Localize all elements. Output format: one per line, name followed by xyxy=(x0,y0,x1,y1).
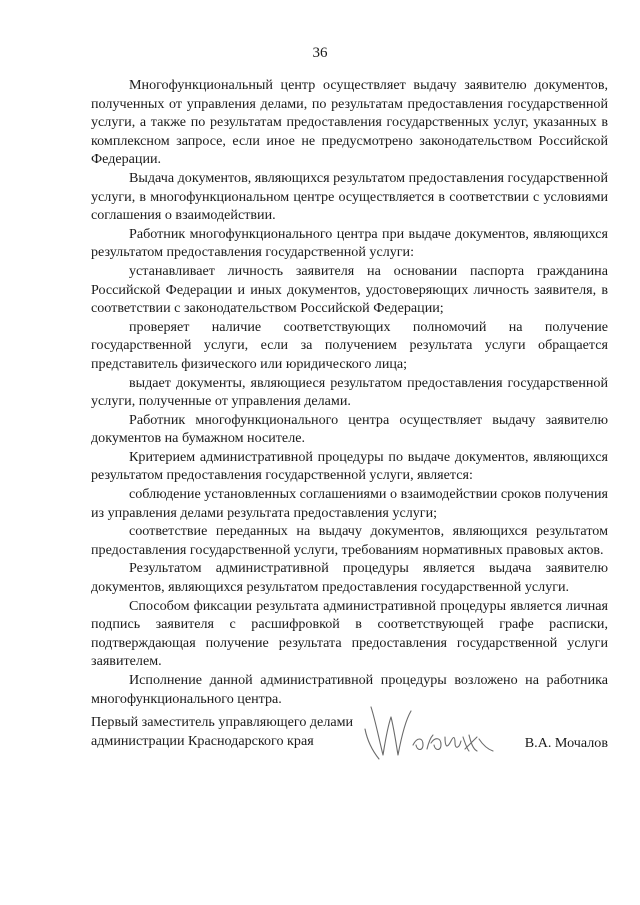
signer-title-line: Первый заместитель управляющего делами xyxy=(91,714,354,730)
signer-title xyxy=(91,713,353,750)
body-text xyxy=(91,76,608,708)
paragraph: Многофункциональный центр осуществляет выдачу заявителю документов, полученных от управления делами, по результатам предоставления государственной услуги, а также по результатам предоставления государственных услуг, указанных в комплексном запросе, если иное не предусмотрено законодательством Российской Федерации. xyxy=(91,77,608,168)
signer-title-line: администрации Краснодарского края xyxy=(91,732,314,749)
paragraph: Работник многофункционального центра осуществляет выдачу заявителю документов на бумажном носителе. xyxy=(91,411,608,447)
paragraph: соответствие переданных на выдачу документов, являющихся результатом предоставления государственной услуги, требованиям нормативных правовых актов. xyxy=(91,523,608,558)
handwritten-signature-icon xyxy=(361,699,511,765)
paragraph: устанавливает личность заявителя на основании паспорта гражданина Российской Федерации и иных документов, удостоверяющих личность заявителя, в соответствии с законодательством Российской Федерации; xyxy=(91,262,608,317)
signature-block xyxy=(91,711,608,761)
paragraph: Критерием административной процедуры по выдаче документов, являющихся результатом предоставления государственной услуги, является: xyxy=(91,448,608,484)
paragraph: выдает документы, являющиеся результатом предоставления государственной услуги, полученные от управления делами. xyxy=(91,374,608,410)
paragraph: Работник многофункционального центра при выдаче документов, являющихся результатом предоставления государственной услуги: xyxy=(91,225,608,261)
paragraph: Результатом административной процедуры является выдача заявителю документов, являющихся результатом предоставления государственной услуги. xyxy=(91,560,608,596)
paragraph: Способом фиксации результата административной процедуры является личная подпись заявителя с расшифровкой в соответствующей графе расписки, подтверждающая получение результата предоставления государственной услуги заявителем. xyxy=(91,597,608,670)
page-number: 36 xyxy=(312,45,328,61)
paragraph: Исполнение данной административной процедуры возложено на работника многофункционального центра. xyxy=(91,672,608,707)
paragraph: проверяет наличие соответствующих полномочий на получение государственной услуги, если за получением результата услуги обращается представитель физического или юридического лица; xyxy=(91,318,608,372)
paragraph: Выдача документов, являющихся результатом предоставления государственной услуги, в многофункциональном центре осуществляется в соответствии с условиями соглашения о взаимодействии. xyxy=(91,169,608,224)
paragraph: соблюдение установленных соглашениями о взаимодействии сроков получения из управления делами результата предоставления услуги; xyxy=(91,486,608,521)
signer-name: В.А. Мочалов xyxy=(524,735,608,751)
